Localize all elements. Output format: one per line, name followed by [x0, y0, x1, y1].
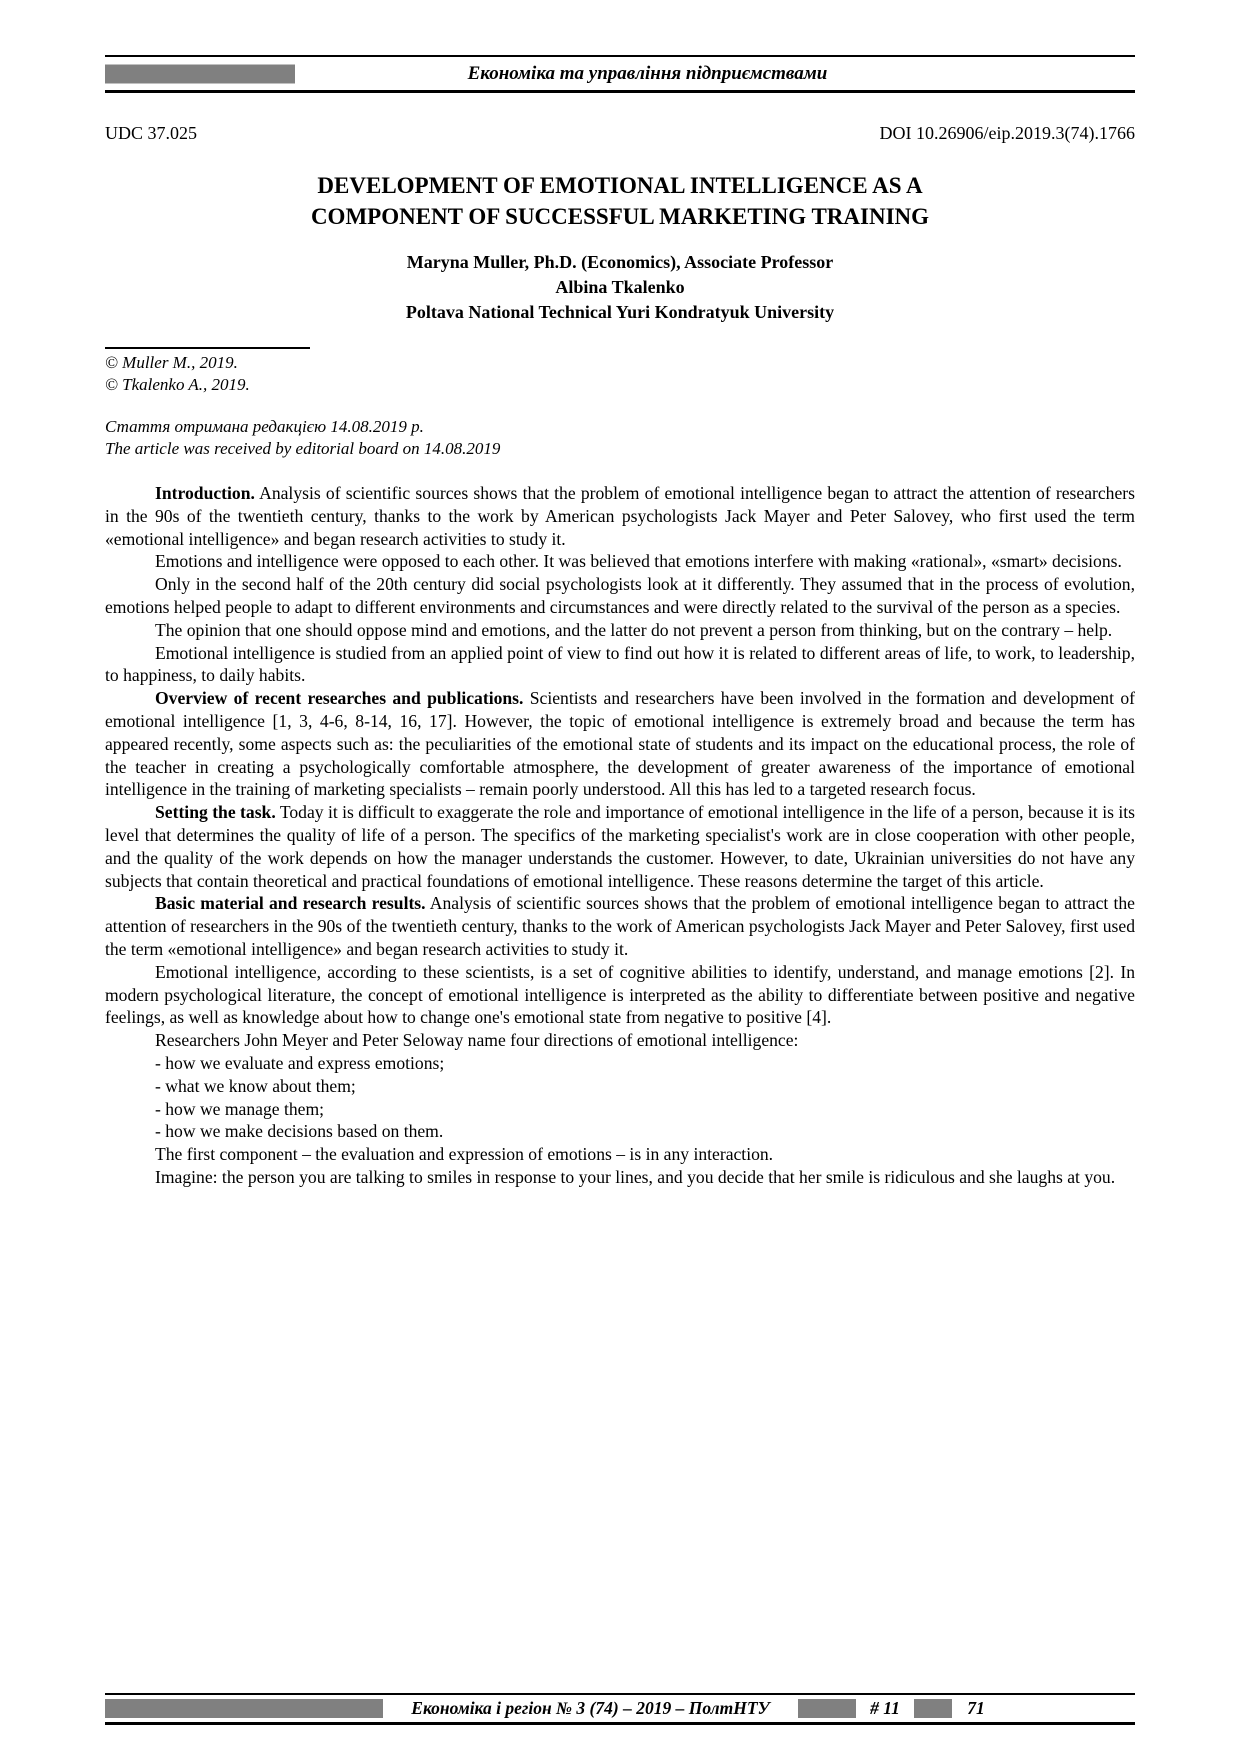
- footer-gray-block-left: [105, 1699, 383, 1718]
- paragraph: [105, 1029, 1135, 1052]
- paragraph-text: Today it is difficult to exaggerate the role and importance of emotional intelligence in the life of a person, because it is its level that determines the quality of life of a person. The specifics of the marketing specialist's work are in close cooperation with other people, and the quality of the work depends on how the manager understands the customer. However, to date, Ukrainian universities do not have any subjects that contain theoretical and practical foundations of emotional intelligence. These reasons determine the target of this article.: [105, 802, 1136, 891]
- author-line-2: Albina Tkalenko: [555, 277, 685, 297]
- paragraph: [105, 687, 1135, 801]
- paragraph-lead: Introduction.: [155, 483, 255, 503]
- paragraph-text: The first component – the evaluation and expression of emotions – is in any interaction.: [155, 1144, 774, 1165]
- paragraph: [105, 573, 1135, 619]
- received-line-uk: Стаття отримана редакцією 14.08.2019 р.: [105, 417, 424, 436]
- copyright-block: [105, 352, 1135, 396]
- paragraph: [105, 801, 1135, 892]
- author-line-1: Maryna Muller, Ph.D. (Economics), Associate Professor: [406, 252, 834, 272]
- authors-block: [105, 250, 1135, 325]
- paragraph-lead: Basic material and research results.: [155, 893, 426, 914]
- paragraph: [105, 1166, 1135, 1189]
- paragraph-text: Analysis of scientific sources shows that the problem of emotional intelligence began to attract the attention of researchers in the 90s of the twentieth century, thanks to the work of American psychologists Jack Mayer and Peter Salovey, first used the term «emotional intelligence» and began research activities to study it.: [105, 893, 1135, 959]
- page-footer: [105, 1693, 1135, 1725]
- list-item-paragraph: [105, 1120, 1135, 1143]
- paragraph: [105, 642, 1135, 688]
- paragraph-text: Only in the second half of the 20th century did social psychologists look at it differently. They assumed that in the process of evolution, emotions helped people to adapt to different environments and circumstances and were directly related to the survival of the person as a species.: [105, 574, 1135, 617]
- footer-band: [105, 1693, 1135, 1725]
- paragraph-text: Emotional intelligence is studied from an applied point of view to find out how it is related to different areas of life, to work, to leadership, to happiness, to daily habits.: [105, 642, 1135, 686]
- paragraph-text: - what we know about them;: [155, 1075, 356, 1096]
- paragraph-text: Analysis of scientific sources shows that the problem of emotional intelligence began to attract the attention of researchers in the 90s of the twentieth century, thanks to the work by American psychologists Jack Mayer and Peter Salovey, who first used the term «emotional intelligence» and began research activities to study it.: [105, 483, 1135, 549]
- copyright-line-1: © Muller M., 2019.: [105, 353, 238, 372]
- journal-header-band: [105, 55, 1135, 93]
- paragraph-text: Emotional intelligence, according to these scientists, is a set of cognitive abilities to identify, understand, and manage emotions [2]. In modern psychological literature, the concept of emotional intelligence is interpreted as the ability to differentiate between positive and negative feelings, as well as knowledge about how to change one's emotional state from negative to positive [4].: [105, 961, 1135, 1028]
- footer-journal-line: Економіка і регіон № 3 (74) – 2019 – ПолтНТУ: [411, 1698, 770, 1718]
- footer-gray-block-mid-2: [914, 1699, 952, 1718]
- paragraph: [105, 619, 1135, 642]
- paragraph: [105, 1143, 1135, 1166]
- udc-code: UDC 37.025: [105, 123, 198, 143]
- meta-row: [105, 123, 1135, 144]
- footer-gray-block-mid-1: [798, 1699, 856, 1718]
- paragraph-text: - how we evaluate and express emotions;: [155, 1052, 445, 1073]
- footer-issue-mark: # 11: [870, 1698, 900, 1718]
- affiliation-line: Poltava National Technical Yuri Kondratyuk University: [405, 302, 835, 322]
- article-body: [105, 482, 1135, 1189]
- journal-section-title: Економіка та управління підприємствами: [467, 62, 828, 84]
- paragraph-lead: Setting the task.: [155, 802, 276, 823]
- paragraph-text: Emotions and intelligence were opposed to each other. It was believed that emotions interfere with making «rational», «smart» decisions.: [155, 551, 1122, 572]
- header-gray-block: [105, 64, 295, 83]
- doi-code: DOI 10.26906/eip.2019.3(74).1766: [879, 123, 1135, 143]
- footnote-rule: [105, 347, 310, 349]
- paragraph: [105, 550, 1135, 573]
- paragraph-lead: Overview of recent researches and publications.: [155, 688, 524, 709]
- article-title: [105, 170, 1135, 232]
- paragraph-text: The opinion that one should oppose mind and emotions, and the latter do not prevent a person from thinking, but on the contrary – help.: [155, 619, 1113, 640]
- list-item-paragraph: [105, 1052, 1135, 1075]
- paragraph-text: - how we make decisions based on them.: [155, 1121, 444, 1142]
- footer-page-number: 71: [967, 1698, 985, 1718]
- received-line-en: The article was received by editorial board on 14.08.2019: [105, 439, 501, 458]
- received-block: [105, 416, 1135, 460]
- paragraph: [105, 961, 1135, 1029]
- paragraph-text: Imagine: the person you are talking to smiles in response to your lines, and you decide that her smile is ridiculous and she laughs at you.: [155, 1166, 1116, 1187]
- paragraph-text: Scientists and researchers have been involved in the formation and development of emotional intelligence [1, 3, 4-6, 8-14, 16, 17]. However, the topic of emotional intelligence is extremely broad and because the term has appeared recently, some aspects such as: the peculiarities of the emotional state of students and its impact on the educational process, the role of the teacher in creating a psychologically comfortable atmosphere, the development of greater awareness of the importance of emotional intelligence in the training of marketing specialists – remain poorly understood. All this has led to a targeted research focus.: [105, 688, 1135, 800]
- paragraph-text: Researchers John Meyer and Peter Seloway name four directions of emotional intelligence:: [155, 1030, 799, 1051]
- copyright-line-2: © Tkalenko A., 2019.: [105, 375, 250, 394]
- paragraph: [105, 892, 1135, 960]
- paragraph-text: - how we manage them;: [155, 1098, 325, 1119]
- list-item-paragraph: [105, 1075, 1135, 1098]
- paragraph: [105, 482, 1135, 550]
- article-title-line-1: DEVELOPMENT OF EMOTIONAL INTELLIGENCE AS A: [317, 173, 923, 198]
- list-item-paragraph: [105, 1098, 1135, 1121]
- article-title-line-2: COMPONENT OF SUCCESSFUL MARKETING TRAINING: [310, 204, 930, 229]
